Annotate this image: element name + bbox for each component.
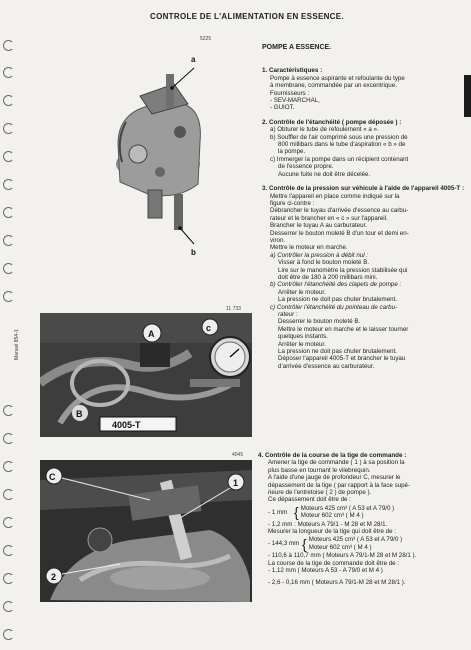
binder-hole <box>3 235 14 246</box>
fig3-callout-1: 1 <box>233 478 239 488</box>
figure-3-number: 4045 <box>232 452 244 458</box>
binder-hole <box>3 263 14 274</box>
fig2-callout-b: B <box>76 409 83 419</box>
section-4 <box>258 452 467 586</box>
text-line: Lire sur le manomètre la pression stabilisée qui <box>278 266 408 274</box>
text-line: rateur et le brancher en « c » sur l'appareil. <box>270 214 388 222</box>
text-line: b) Contrôler l'étanchéité des clapets de pompe : <box>270 281 402 289</box>
binder-hole <box>3 433 14 444</box>
text-line: Pompe à essence aspirante et refoulante du type <box>270 74 405 82</box>
figure-2-pressure-tool-photo <box>40 313 252 437</box>
figure-1-fuel-pump-photo <box>88 44 230 260</box>
section-4-heading: 4. Contrôle de la course de la tige de commande : <box>258 452 407 459</box>
section-1 <box>262 67 467 111</box>
text-line: - 1,12 mm ( Moteurs A 53 - A 79/0 et M 4 ) <box>268 567 383 575</box>
text-line: Mesurer la longueur de la tige qui doit être de : <box>268 528 396 536</box>
binder-hole <box>3 67 14 78</box>
text-line: figure ci-contre : <box>270 199 315 207</box>
text-line: Fournisseurs : <box>270 89 310 97</box>
brace-icon: { <box>302 535 307 552</box>
fig3-callout-2: 2 <box>51 572 57 582</box>
text-line: doit être de 180 à 200 millibars mini. <box>278 273 378 281</box>
text-line: - GUIOT. <box>270 104 295 112</box>
section-2-heading: 2. Contrôle de l'étanchéité ( pompe déposée ) : <box>262 118 402 126</box>
fig2-callout-c: c <box>206 323 212 333</box>
binder-hole <box>3 489 14 500</box>
text-line: dépassement de la tige ( par rapport à la face supé- <box>268 481 411 489</box>
fig2-callout-a: A <box>148 329 155 339</box>
binder-hole <box>3 545 14 556</box>
text-line: Desserrer le bouton moleté B. <box>278 318 361 326</box>
fig3-callout-c: C <box>49 472 56 482</box>
binder-hole <box>3 461 14 472</box>
text-line: Arrêter le moteur. <box>278 340 326 348</box>
section-3-heading: 3. Contrôle de la pression sur véhicule à l'aide de l'appareil 4005-T : <box>262 185 465 193</box>
binder-hole <box>3 291 14 302</box>
section-1-heading: 1. Caractéristiques : <box>262 67 323 75</box>
text-line: Visser à fond le bouton moleté B. <box>278 259 370 267</box>
binder-hole <box>3 151 14 162</box>
text-column <box>262 44 467 377</box>
text-line: Déposer l'appareil 4005-T et brancher le tuyau <box>278 355 406 363</box>
text-line: - 2,6 - 0,16 mm ( Moteurs A 79/1-M 28 et M 28/1 ). <box>268 578 406 586</box>
manual-reference: Manuel 854-1 <box>14 329 20 360</box>
text-line: Débrancher le tuyau d'arrivée d'essence au carbu- <box>270 207 409 215</box>
text-line: Mettre le moteur en marche. <box>270 244 348 252</box>
text-line: Moteur 602 cm³ ( M 4 ) <box>300 512 364 520</box>
binder-hole <box>3 123 14 134</box>
text-line: de l'essence propre. <box>278 163 334 171</box>
binder-hole <box>3 405 14 416</box>
text-line: rateur : <box>278 311 298 318</box>
binder-hole <box>3 179 14 190</box>
text-line: viron. <box>270 236 286 244</box>
section-2 <box>262 119 467 178</box>
text-line: - 1,2 mm : Moteurs A 79/1 - M 28 et M 28/1. <box>268 520 388 528</box>
text-line: - SEV-MARCHAL, <box>270 97 320 105</box>
binder-hole <box>3 573 14 584</box>
text-line: Brancher le tuyau A au carburateur. <box>270 222 367 230</box>
text-line: La course de la tige de commande doit être de : <box>268 559 400 567</box>
page-header: CONTROLE DE L'ALIMENTATION EN ESSENCE. <box>150 12 344 21</box>
text-line: La pression ne doit pas chuter brutalement. <box>278 296 398 304</box>
figure-3-control-rod-photo <box>40 460 252 602</box>
fig1-callout-a: a <box>191 55 196 64</box>
text-line: d'arrivée d'essence au carburateur. <box>278 362 375 370</box>
text-line: Mettre l'appareil en place comme indiqué sur la <box>270 192 400 200</box>
spec-value: - 144,3 mm <box>268 540 300 548</box>
text-line: quelques instants. <box>278 333 328 341</box>
text-line: Ce dépassement doit être de : <box>268 496 351 504</box>
figure-2-number: 11 733 <box>226 306 241 312</box>
binder-hole <box>3 207 14 218</box>
text-line: La pression ne doit pas chuter brutalement. <box>278 348 398 356</box>
binder-hole <box>3 95 14 106</box>
text-line: Aucune fuite ne doit être décelée. <box>278 170 371 178</box>
text-line: plus basse en tournant le vilebrequin. <box>268 466 371 474</box>
spec-group-1 <box>268 505 467 520</box>
binder-hole <box>3 517 14 528</box>
binder-hole <box>3 601 14 612</box>
text-line: Mettre le moteur en marche et le laisser tourner <box>278 325 409 333</box>
text-line: la pompe. <box>278 148 306 156</box>
brace-icon: { <box>294 504 299 521</box>
text-line: à membrane, commandée par un excentrique. <box>270 82 397 90</box>
section-title: POMPE A ESSENCE. <box>262 44 332 51</box>
text-line: Moteurs 425 cm³ ( A 53 et A 79/0 ) <box>308 536 403 544</box>
text-line: Arrêter le moteur. <box>278 288 326 296</box>
text-line: Desserrer le bouton moleté B d'un tour et demi en- <box>270 229 409 237</box>
figure-1-number: 5225 <box>200 36 212 42</box>
fig1-callout-b: b <box>191 248 196 257</box>
text-line: A l'aide d'une jauge de profondeur C, mesurer le <box>268 474 401 482</box>
text-line: c) Contrôler l'étanchéité du pointeau de carbu- <box>270 303 398 311</box>
text-line: a) Obturer le tube de refoulement « a ». <box>270 126 379 134</box>
spec-value: - 1 mm <box>268 508 288 516</box>
spec-group-2 <box>268 536 467 551</box>
fig2-tool-label: 4005-T <box>112 420 141 430</box>
text-line: Moteur 602 cm³ ( M 4 ) <box>308 543 372 551</box>
text-line: rieure de l'entretoise ( 2 ) de pompe ). <box>268 489 372 497</box>
text-line: a) Contrôler la pression à débit nul : <box>270 251 369 259</box>
text-line: Amener la tige de commande ( 1 ) à sa position la <box>268 459 405 467</box>
text-line: c) Immerger la pompe dans un récipient contenant <box>270 155 409 163</box>
text-line: 800 millibars dans le tube d'aspiration « b » de <box>278 141 406 149</box>
text-line: Moteurs 425 cm³ ( A 53 et A 79/0 ) <box>300 504 395 512</box>
text-line: - 110,6 à 110,7 mm ( Moteurs A 79/1-M 28 et M 28/1 ). <box>268 552 417 560</box>
text-line: b) Souffler de l'air comprimé sous une pression de <box>270 133 408 141</box>
section-3 <box>262 185 467 370</box>
binder-hole <box>3 40 14 51</box>
binder-hole <box>3 629 14 640</box>
